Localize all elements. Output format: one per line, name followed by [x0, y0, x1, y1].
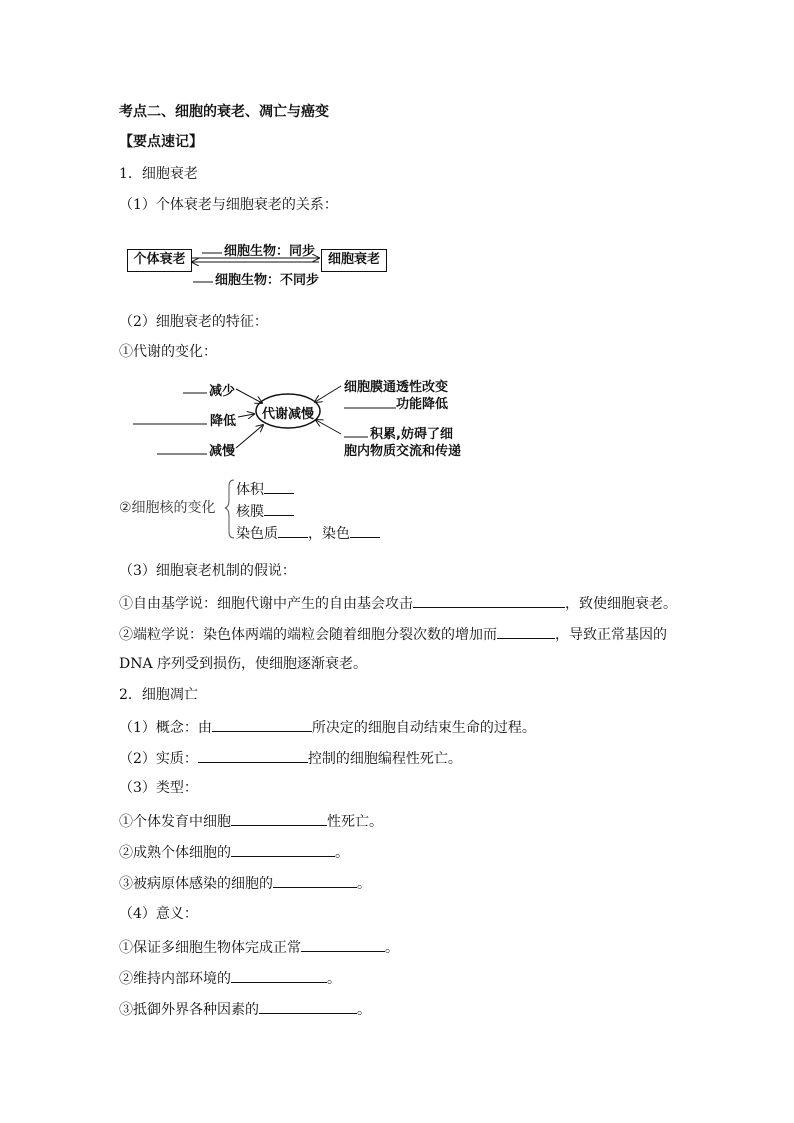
- cell-aging-box: 细胞衰老: [321, 249, 387, 272]
- nucleus-brace: [225, 480, 234, 538]
- question-2: （2）细胞衰老的特征：: [119, 314, 268, 330]
- nucleus-item-membrane: 核膜: [236, 501, 294, 521]
- metabolism-center-label: 代谢减慢: [262, 407, 315, 422]
- type-3: ③被病原体感染的细胞的 。: [119, 873, 371, 893]
- metabolism-label: ①代谢的变化：: [119, 344, 217, 360]
- free-radical-hypothesis: ①自由基学说：细胞代谢中产生的自由基会攻击 ，致使细胞衰老。: [119, 593, 677, 613]
- nucleus-item-chromatin: 染色质 ，染色: [236, 523, 380, 543]
- nucleus-item-volume: 体积: [236, 479, 294, 499]
- sync-label: 细胞生物：同步: [224, 244, 316, 259]
- membrane-label-2: 功能降低: [396, 397, 449, 412]
- individual-aging-box: 个体衰老: [127, 249, 192, 272]
- accumulate-label-1: 积累,妨碍了细: [370, 427, 453, 442]
- arrow-decrease: [236, 389, 262, 403]
- apoptosis-essence: （2）实质： 控制的细胞编程性死亡。: [119, 748, 462, 768]
- meaning-2: ②维持内部环境的 。: [119, 968, 341, 988]
- arrow-reduce: [238, 414, 254, 417]
- decrease-label: 减少: [209, 384, 236, 399]
- membrane-label-1: 细胞膜通透性改变: [344, 380, 449, 395]
- telomere-hypothesis-cont: DNA 序列受到损伤，使细胞逐渐衰老。: [119, 656, 368, 672]
- slow-label: 减慢: [209, 444, 236, 459]
- telomere-hypothesis: ②端粒学说：染色体两端的端粒会随着细胞分裂次数的增加而 ，导致正常基因的: [119, 624, 667, 644]
- heading-apoptosis: 2．细胞凋亡: [119, 687, 198, 703]
- async-label: 细胞生物：不同步: [215, 273, 320, 288]
- arrow-membrane: [315, 386, 341, 402]
- heading-cell-aging: 1．细胞衰老: [119, 166, 198, 182]
- reduce-label: 降低: [210, 414, 237, 429]
- question-3: （3）细胞衰老机制的假说：: [119, 563, 296, 579]
- metabolism-ellipse: [256, 394, 320, 428]
- meaning-1: ①保证多细胞生物体完成正常 。: [119, 937, 399, 957]
- type-2: ②成熟个体细胞的 。: [119, 842, 349, 862]
- accumulate-label-2: 胞内物质交流和传递: [344, 444, 462, 459]
- meaning-3: ③抵御外界各种因素的 。: [119, 999, 371, 1019]
- question-1: （1）个体衰老与细胞衰老的关系：: [119, 197, 338, 213]
- apoptosis-types: （3）类型：: [119, 780, 198, 796]
- type-1: ①个体发育中细胞 性死亡。: [119, 811, 383, 831]
- apoptosis-concept: （1）概念：由 所决定的细胞自动结束生命的过程。: [119, 717, 536, 737]
- arrow-accumulate: [316, 420, 341, 434]
- nucleus-label: ②细胞核的变化: [119, 500, 216, 516]
- arrow-slow: [236, 425, 263, 448]
- section-header: 【要点速记】: [119, 134, 203, 150]
- apoptosis-meaning: （4）意义：: [119, 906, 198, 922]
- section-title: 考点二、细胞的衰老、凋亡与癌变: [119, 104, 329, 120]
